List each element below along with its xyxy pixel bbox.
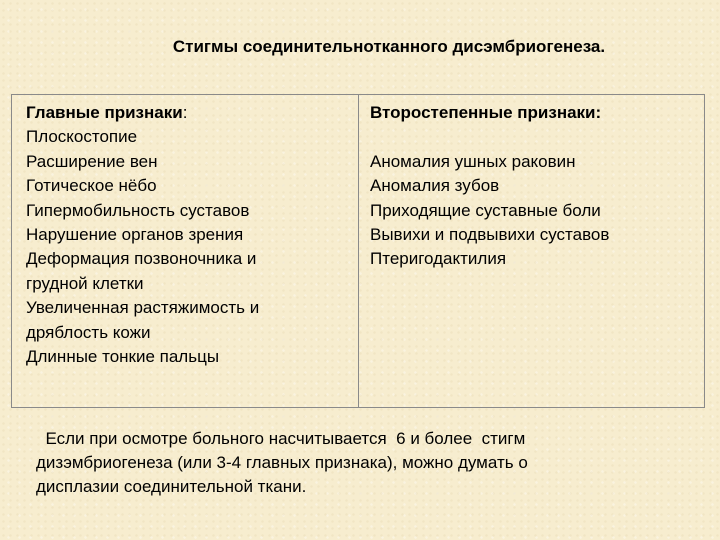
list-item: Расширение вен: [26, 151, 158, 171]
spacer: [370, 125, 700, 149]
list-item: Приходящие суставные боли: [370, 200, 601, 220]
list-item: Готическое нёбо: [26, 176, 157, 196]
list-item: Нарушение органов зрения: [26, 225, 244, 245]
list-item: Аномалия зубов: [370, 176, 500, 196]
list-item: грудной клетки: [26, 273, 144, 293]
main-signs-heading-colon: :: [182, 103, 188, 122]
list-item: Птеригодактилия: [370, 249, 507, 269]
list-item: Длинные тонкие пальцы: [26, 347, 220, 367]
secondary-signs-heading: Второстепенные признаки:: [370, 103, 602, 122]
list-item: дряблость кожи: [26, 322, 151, 342]
list-item: Увеличенная растяжимость и: [26, 298, 260, 318]
main-signs-column: [26, 101, 351, 369]
list-item: Гипермобильность суставов: [26, 200, 250, 220]
list-item: Деформация позвоночника и: [26, 249, 257, 269]
conclusion-line: дисплазии соединительной ткани.: [36, 477, 307, 496]
main-signs-heading-text: Главные признаки: [26, 103, 183, 122]
list-item: Плоскостопие: [26, 127, 138, 147]
list-item: Аномалия ушных раковин: [370, 151, 576, 171]
column-divider: [358, 95, 359, 407]
main-signs-heading: [26, 101, 351, 125]
secondary-signs-column: [370, 101, 700, 272]
conclusion-line: Если при осмотре больного насчитывается 6 и более стигм: [36, 429, 526, 448]
slide-title: Стигмы соединительнотканного дисэмбриогенеза.: [172, 37, 606, 56]
conclusion-line: дизэмбриогенеза (или 3-4 главных признака), можно думать о: [36, 453, 528, 472]
signs-table: [11, 94, 705, 408]
conclusion-paragraph: [36, 427, 676, 499]
list-item: Вывихи и подвывихи суставов: [370, 225, 610, 245]
